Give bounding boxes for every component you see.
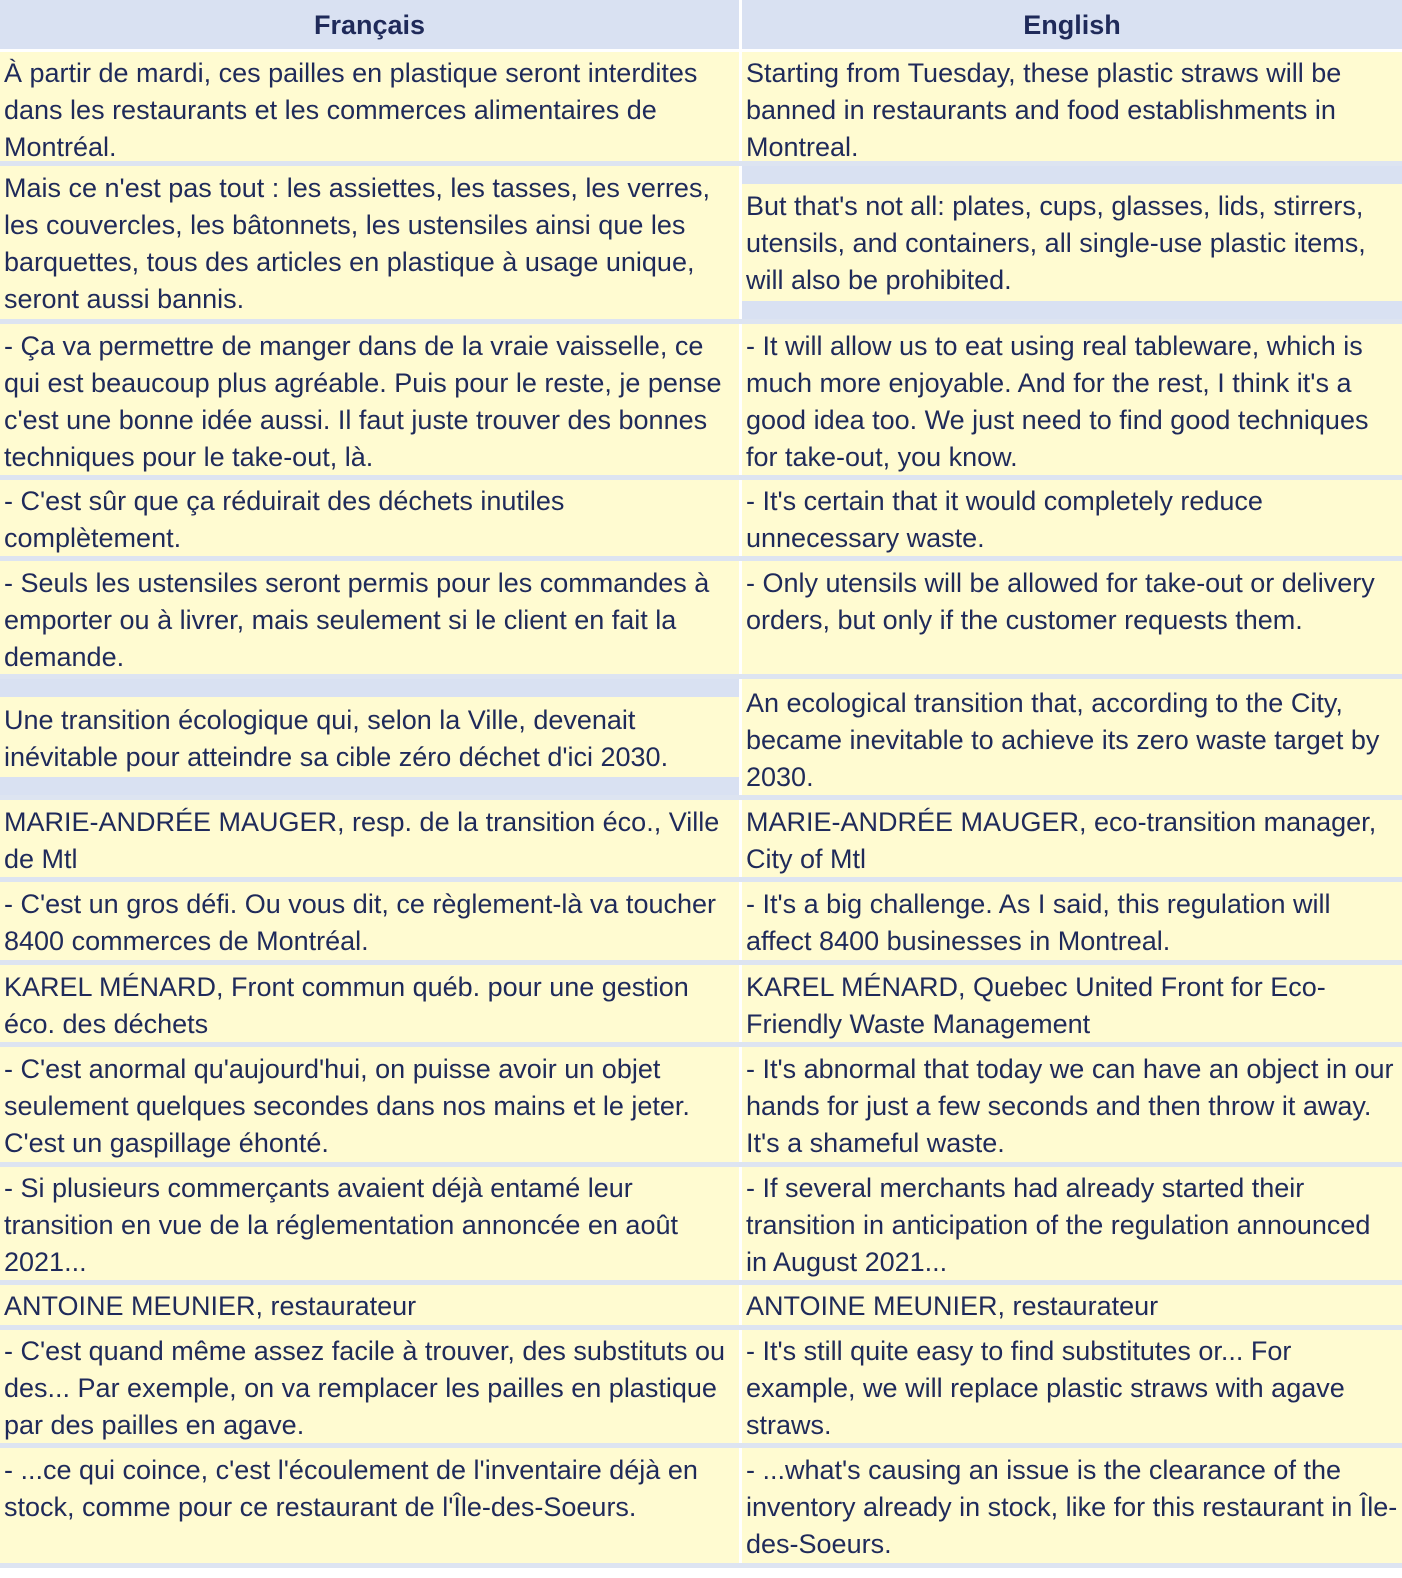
english-text: An ecological transition that, according to the City, became inevitable to achieve its zero waste target by 2030. <box>746 688 1380 792</box>
english-text: - It's still quite easy to find substitutes or... For example, we will replace plastic straws with agave straws. <box>746 1336 1345 1440</box>
header-french-cell <box>0 0 739 49</box>
row-divider <box>0 1563 1402 1568</box>
french-cell <box>0 166 739 319</box>
cell-band <box>742 166 1402 184</box>
english-text: MARIE-ANDRÉE MAUGER, eco-transition manager, City of Mtl <box>746 807 1377 874</box>
french-cell <box>0 1047 739 1162</box>
french-text: - C'est sûr que ça réduirait des déchets inutiles complètement. <box>4 486 565 553</box>
french-text: - C'est un gros défi. Ou vous dit, ce règlement-là va toucher 8400 commerces de Montréal. <box>4 889 716 956</box>
french-cell <box>0 480 739 556</box>
french-text: - ...ce qui coince, c'est l'écoulement de l'inventaire déjà en stock, comme pour ce restaurant de l'Île-des-Soeurs. <box>4 1455 698 1522</box>
header-french: Français <box>313 10 426 40</box>
french-text: - Ça va permettre de manger dans de la vraie vaisselle, ce qui est beaucoup plus agréable. Puis pour le reste, je pense c'est une bonne idée aussi. Il faut juste trouver des bonnes techniques pour le take-out, là. <box>4 331 722 472</box>
english-cell <box>742 1448 1402 1563</box>
table-row <box>0 679 1402 795</box>
french-text: - Seuls les ustensiles seront permis pour les commandes à emporter ou à livrer, mais seulement si le client en fait la demande. <box>4 568 710 672</box>
english-text: - Only utensils will be allowed for take-out or delivery orders, but only if the customer requests them. <box>746 568 1375 635</box>
table-row <box>0 882 1402 960</box>
table-row <box>0 800 1402 877</box>
table-row <box>0 324 1402 475</box>
table-row <box>0 166 1402 319</box>
cell-band <box>0 679 739 697</box>
french-cell <box>0 1167 739 1280</box>
english-cell <box>742 52 1402 161</box>
table-row <box>0 1330 1402 1443</box>
english-text: KAREL MÉNARD, Quebec United Front for Eco-Friendly Waste Management <box>746 972 1326 1039</box>
table-row <box>0 1047 1402 1162</box>
french-text: Une transition écologique qui, selon la Ville, devenait inévitable pour atteindre sa cible zéro déchet d'ici 2030. <box>4 705 669 772</box>
table-row <box>0 480 1402 556</box>
english-text: Starting from Tuesday, these plastic straws will be banned in restaurants and food establishments in Montreal. <box>746 58 1342 161</box>
english-cell <box>742 1330 1402 1443</box>
french-cell <box>0 1448 739 1563</box>
english-cell <box>742 166 1402 319</box>
french-text: MARIE-ANDRÉE MAUGER, resp. de la transition éco., Ville de Mtl <box>4 807 720 874</box>
table-row <box>0 1448 1402 1563</box>
english-text: ANTOINE MEUNIER, restaurateur <box>746 1291 1159 1321</box>
french-cell <box>0 52 739 161</box>
french-text: - C'est quand même assez facile à trouver, des substituts ou des... Par exemple, on va remplacer les pailles en plastique par des pailles en agave. <box>4 1336 726 1440</box>
cell-band <box>742 301 1402 319</box>
english-text: - It's certain that it would completely reduce unnecessary waste. <box>746 486 1263 553</box>
french-text: À partir de mardi, ces pailles en plastique seront interdites dans les restaurants et les commerces alimentaires de Montréal. <box>4 58 698 161</box>
cell-band <box>0 777 739 795</box>
table-row <box>0 1285 1402 1325</box>
english-cell <box>742 1047 1402 1162</box>
english-cell <box>742 882 1402 960</box>
french-cell <box>0 1285 739 1325</box>
french-text: Mais ce n'est pas tout : les assiettes, les tasses, les verres, les couvercles, les bâtonnets, les ustensiles ainsi que les barquettes, tous des articles en plastique à usage unique, seront aussi bannis. <box>4 173 710 314</box>
french-text: KAREL MÉNARD, Front commun québ. pour une gestion éco. des déchets <box>4 972 689 1039</box>
table-row <box>0 1167 1402 1280</box>
english-text: But that's not all: plates, cups, glasses, lids, stirrers, utensils, and containers, all single-use plastic items, will also be prohibited. <box>746 191 1366 295</box>
french-cell <box>0 324 739 475</box>
header-english-cell <box>742 0 1402 49</box>
french-text: ANTOINE MEUNIER, restaurateur <box>4 1291 417 1321</box>
english-text: - If several merchants had already started their transition in anticipation of the regulation announced in August 2021... <box>746 1173 1371 1277</box>
table-row <box>0 965 1402 1042</box>
french-text: - Si plusieurs commerçants avaient déjà entamé leur transition en vue de la réglementation annoncée en août 2021... <box>4 1173 678 1277</box>
french-text: - C'est anormal qu'aujourd'hui, on puisse avoir un objet seulement quelques secondes dans nos mains et le jeter. C'est un gaspillage éhonté. <box>4 1054 690 1158</box>
english-text: - It will allow us to eat using real tableware, which is much more enjoyable. And for the rest, I think it's a good idea too. We just need to find good techniques for take-out, you know. <box>746 331 1369 472</box>
english-cell <box>742 1285 1402 1325</box>
english-text: - It's abnormal that today we can have an object in our hands for just a few seconds and then throw it away. It's a shameful waste. <box>746 1054 1394 1158</box>
french-cell <box>0 882 739 960</box>
table-row <box>0 561 1402 674</box>
french-cell <box>0 561 739 674</box>
english-cell <box>742 324 1402 475</box>
french-cell <box>0 679 739 795</box>
french-cell <box>0 965 739 1042</box>
english-cell <box>742 800 1402 877</box>
english-cell <box>742 561 1402 674</box>
header-english: English <box>1023 10 1121 40</box>
english-cell <box>742 679 1402 795</box>
english-text: - ...what's causing an issue is the clearance of the inventory already in stock, like for this restaurant in Île-des-Soeurs. <box>746 1455 1398 1559</box>
english-text: - It's a big challenge. As I said, this regulation will affect 8400 businesses in Montreal. <box>746 889 1331 956</box>
french-cell <box>0 800 739 877</box>
english-cell <box>742 1167 1402 1280</box>
french-cell <box>0 1330 739 1443</box>
table-row <box>0 52 1402 161</box>
english-cell <box>742 480 1402 556</box>
english-cell <box>742 965 1402 1042</box>
table-header <box>0 0 1402 49</box>
